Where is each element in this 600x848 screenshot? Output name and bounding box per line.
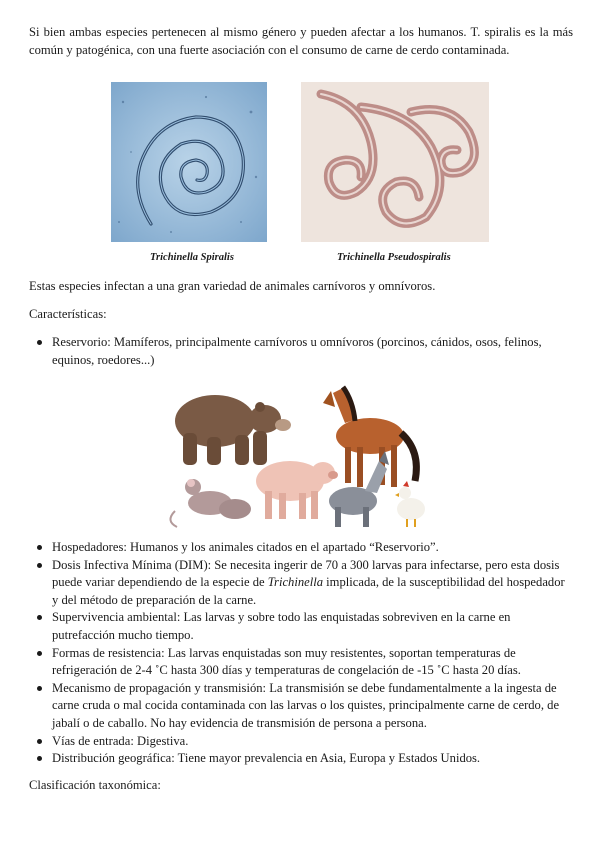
list-item-formas-resistencia: Formas de resistencia: Las larvas enquistadas son muy resistentes, soportan temperaturas de refrigeración de 2-4 ˚C hasta 300 días y temperaturas de congelación de -15 ˚C hasta 20 días. (37, 645, 573, 680)
characteristics-list-2 (37, 539, 573, 768)
taxonomy-heading: Clasificación taxonómica: (29, 778, 161, 792)
trichinella-pseudospiralis-micrograph (301, 82, 489, 242)
horse-illustration (323, 387, 416, 487)
figure-caption-pseudospiralis: Trichinella Pseudospiralis (337, 252, 451, 263)
dim-genus: Trichinella (267, 575, 324, 590)
list-item-mecanismo: Mecanismo de propagación y transmisión: La transmisión se debe fundamentalmente a la ingesta de carne cruda o mal cocida contaminada con las larvas o los quistes, principalmente carne de cerdo, de jabalí o de caballo. No hay evidencia de transmisión de persona a persona. (37, 680, 573, 733)
list-item-hospedadores: Hospedadores: Humanos y los animales citados en el apartado “Reservorio”. (37, 539, 573, 557)
pig-illustration (256, 461, 338, 519)
list-item-supervivencia: Supervivencia ambiental: Las larvas y sobre todo las enquistadas sobreviven en la carne en putrefacción mucho tiempo. (37, 609, 573, 644)
reservoir-animals-illustration (165, 381, 437, 531)
dim-text-a: Dosis Infectiva Mínima (DIM): Se necesita ingerir de 70 a 300 larvas para infectarse, pero esta dosis puede variar dependiendo de la especie de (52, 557, 560, 590)
rodents-illustration (170, 479, 251, 527)
chicken-illustration (395, 481, 425, 527)
list-item-vias-entrada: Vías de entrada: Digestiva. (37, 733, 573, 751)
intro-paragraph: Si bien ambas especies pertenecen al mismo género y pueden afectar a los humanos. T. spiralis es la más común y patogénica, con una fuerte asociación con el consumo de carne de cerdo contaminada. (29, 25, 573, 57)
figure-caption-spiralis: Trichinella Spiralis (150, 252, 234, 263)
list-item-dim (37, 557, 573, 610)
hosts-sentence: Estas especies infectan a una gran variedad de animales carnívoros y omnívoros. (29, 279, 436, 293)
characteristics-list-1 (37, 334, 573, 369)
bear-illustration (175, 395, 291, 465)
trichinella-spiralis-micrograph (111, 82, 267, 242)
characteristics-heading: Características: (29, 307, 107, 321)
list-item-distribucion: Distribución geográfica: Tiene mayor prevalencia en Asia, Europa y Estados Unidos. (37, 750, 573, 768)
list-item-reservorio: Reservorio: Mamíferos, principalmente carnívoros u omnívoros (porcinos, cánidos, osos, felinos, equinos, roedores...) (37, 334, 573, 369)
dim-text-b: implicada, de la susceptibilidad del hospedador y del método de preparación de la carne. (52, 575, 565, 607)
